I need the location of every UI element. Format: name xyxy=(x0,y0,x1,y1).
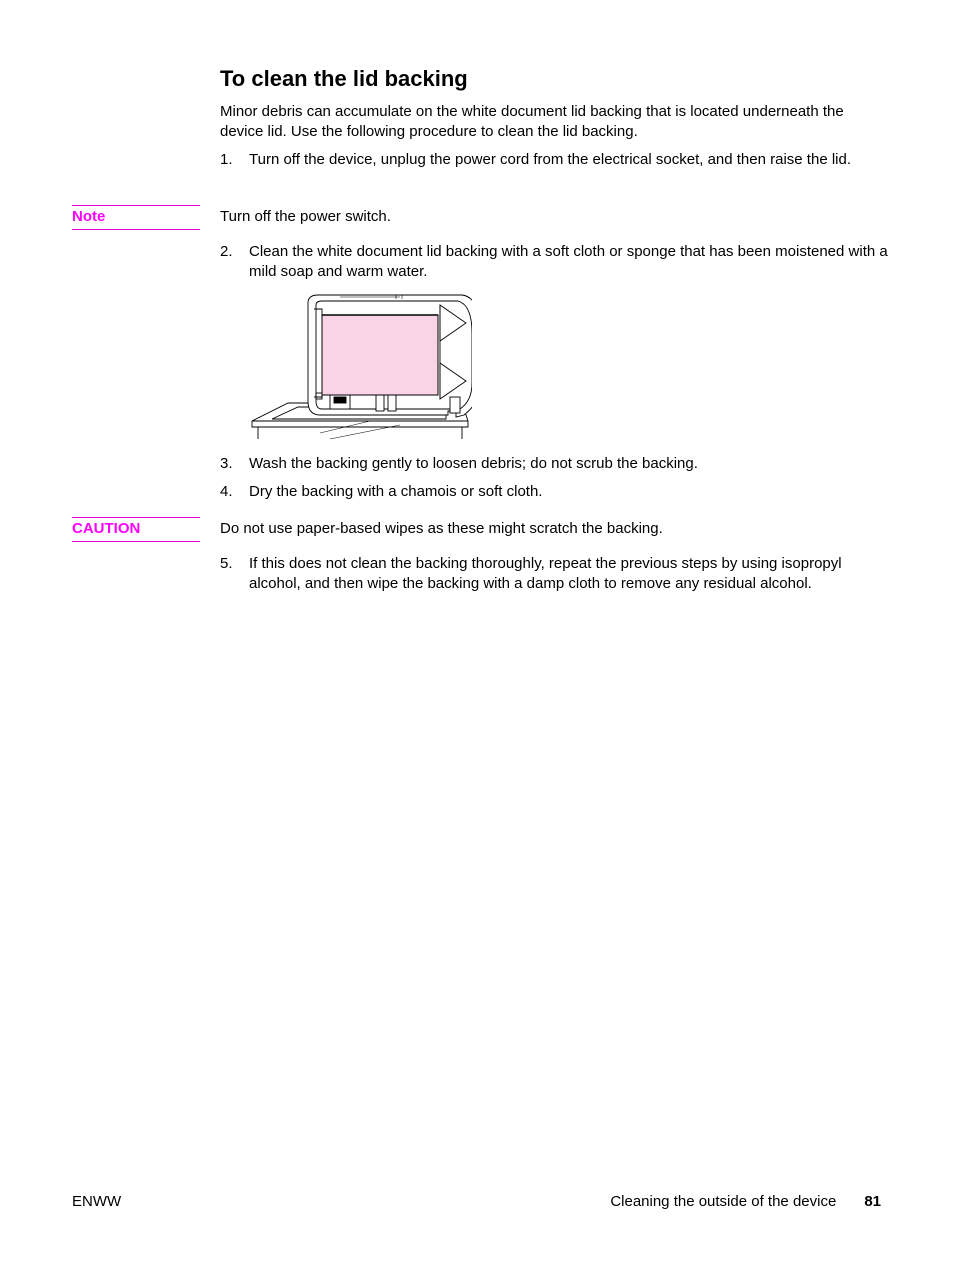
note-label: Note xyxy=(72,205,200,230)
step-text: Dry the backing with a chamois or soft cloth. xyxy=(249,483,543,500)
intro-paragraph: Minor debris can accumulate on the white document lid backing that is located underneath the device lid. Use the following procedure to clean the lid backing. xyxy=(220,103,844,140)
caution-label: CAUTION xyxy=(72,517,200,542)
step-text: If this does not clean the backing thoroughly, repeat the previous steps by using isopropyl alcohol, and then wipe the backing with a damp cloth to remove any residual alcohol. xyxy=(249,555,842,592)
step-number: 1. xyxy=(220,151,233,168)
note-text: Turn off the power switch. xyxy=(220,208,391,225)
footer-section-title: Cleaning the outside of the device xyxy=(610,1193,837,1210)
step-1 xyxy=(220,150,890,170)
step-number: 5. xyxy=(220,555,233,572)
scanner-lid-illustration xyxy=(250,293,472,441)
section-heading: To clean the lid backing xyxy=(220,66,468,91)
step-text: Clean the white document lid backing with a soft cloth or sponge that has been moistened with a mild soap and warm water. xyxy=(249,243,888,280)
footer-left-label: ENWW xyxy=(72,1193,122,1210)
step-2 xyxy=(220,242,890,282)
step-text: Turn off the device, unplug the power cord from the electrical socket, and then raise the lid. xyxy=(249,151,851,168)
step-3 xyxy=(220,454,890,474)
scanner-lid-icon xyxy=(250,293,472,441)
step-number: 3. xyxy=(220,455,233,472)
step-number: 4. xyxy=(220,483,233,500)
caution-text: Do not use paper-based wipes as these might scratch the backing. xyxy=(220,520,663,537)
step-text: Wash the backing gently to loosen debris; do not scrub the backing. xyxy=(249,455,698,472)
step-number: 2. xyxy=(220,243,233,260)
step-4 xyxy=(220,482,890,502)
page-number: 81 xyxy=(864,1193,881,1210)
footer-right xyxy=(610,1192,881,1212)
step-5 xyxy=(220,554,890,594)
